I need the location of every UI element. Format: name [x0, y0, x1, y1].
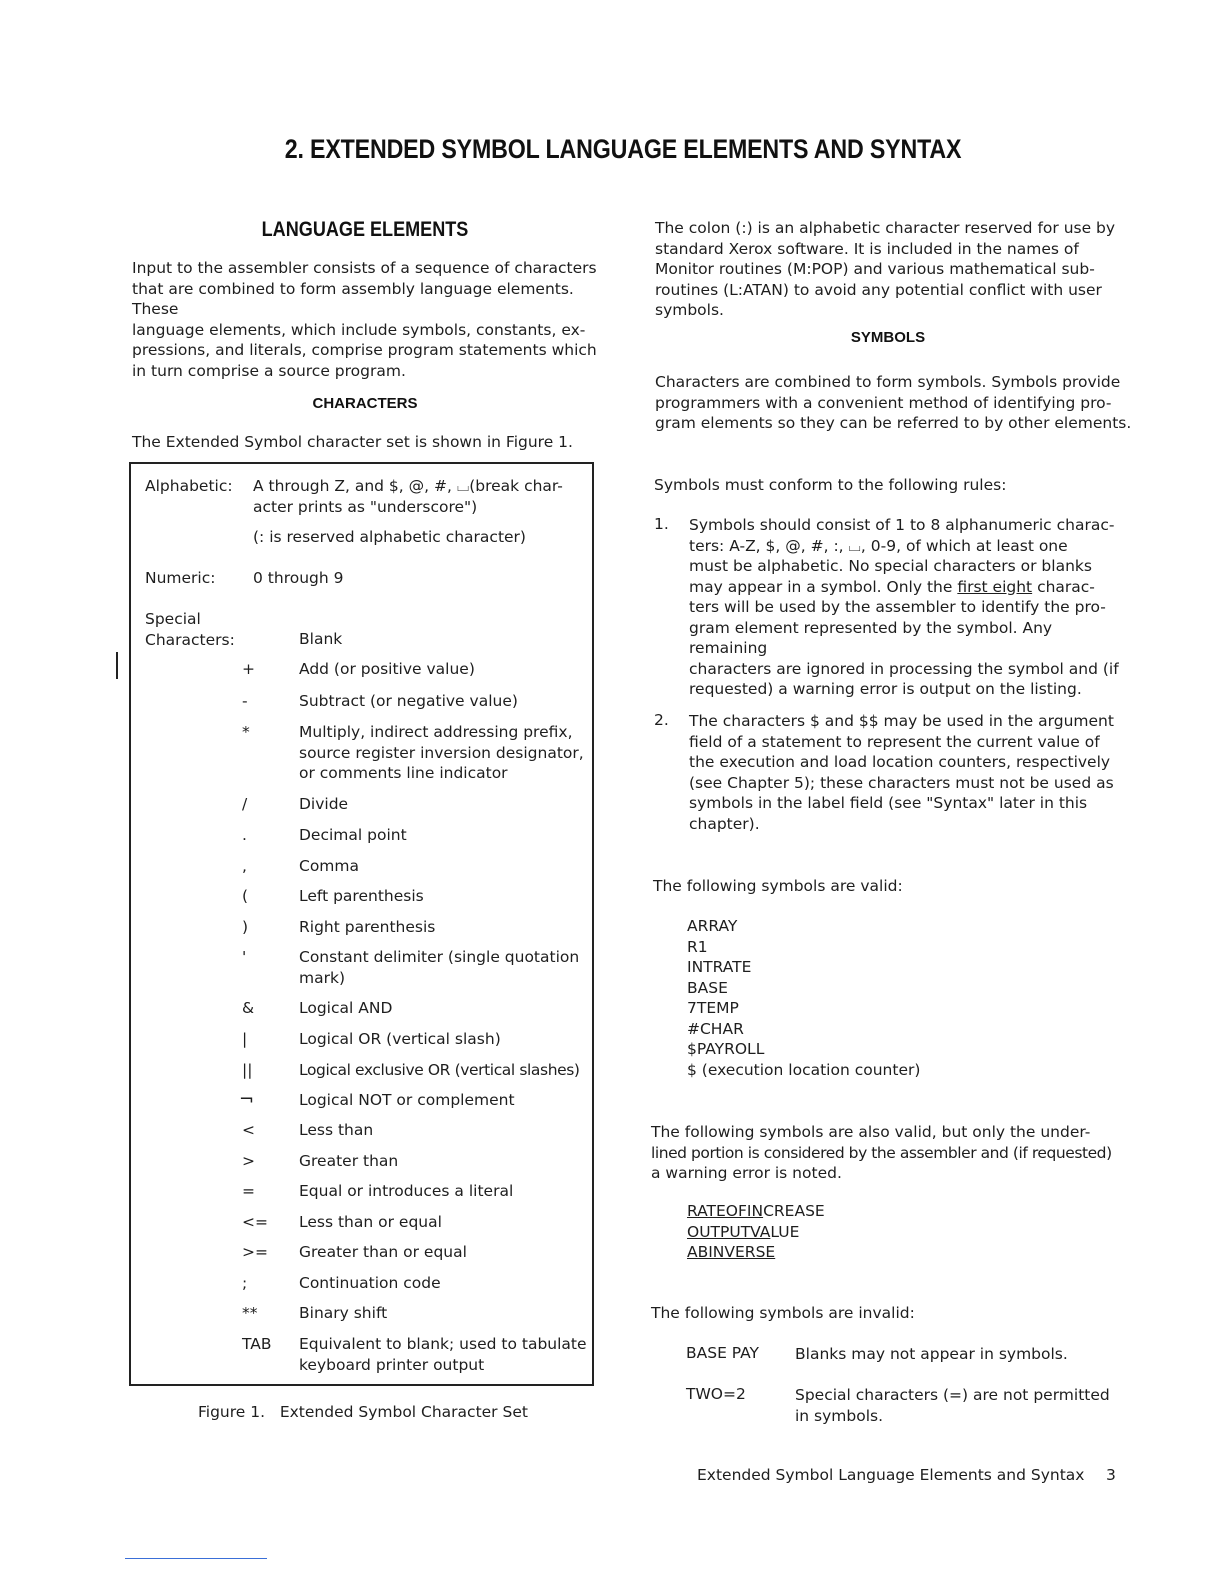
special-desc: Add (or positive value): [299, 660, 475, 678]
special-symbol: =: [242, 1182, 255, 1200]
text-line: Characters:: [145, 630, 235, 649]
list-item: ARRAY: [687, 917, 738, 935]
text-span: may appear in a symbol. Only the: [689, 577, 958, 596]
special-symbol: ||: [242, 1061, 253, 1079]
text-line: The colon (:) is an alphabetic character reserved for use by: [655, 219, 1116, 237]
underlined-text: RATEOFIN: [687, 1202, 764, 1220]
special-symbol: &: [242, 999, 255, 1017]
list-item: [687, 1222, 825, 1243]
valid-symbol-list: [687, 916, 920, 1080]
special-symbol: (: [242, 887, 249, 905]
text-line: mark): [299, 968, 345, 987]
special-desc-blank: Blank: [299, 630, 343, 648]
special-symbol: ,: [242, 857, 247, 875]
text-line: must be alphabetic. No special characters or blanks: [689, 557, 1092, 575]
special-desc: [299, 1334, 589, 1375]
symbols-heading: SYMBOLS: [850, 329, 926, 346]
text-line: that are combined to form assembly language elements. These: [132, 279, 574, 318]
text-line: routines (L:ATAN) to avoid any potential conflict with user: [655, 280, 1102, 299]
special-label: [145, 609, 235, 650]
text-line: in symbols.: [795, 1406, 884, 1425]
special-symbol: -: [242, 692, 248, 710]
special-desc: Subtract (or negative value): [299, 692, 518, 710]
special-desc: Comma: [299, 857, 360, 875]
special-desc: Left parenthesis: [299, 887, 424, 905]
rule-number: 1.: [654, 515, 669, 533]
special-desc: Greater than or equal: [299, 1243, 467, 1261]
footer-rule: [125, 1558, 267, 1559]
special-desc: Equal or introduces a literal: [299, 1182, 514, 1200]
list-item: INTRATE: [687, 958, 752, 976]
invalid-symbol: BASE PAY: [686, 1344, 760, 1362]
invalid-reason: Blanks may not appear in symbols.: [795, 1345, 1068, 1363]
list-item: [687, 1201, 825, 1222]
not-symbol: ¬: [239, 1089, 255, 1110]
alphabetic-description: [253, 476, 583, 517]
text-line: requested) a warning error is output on the listing.: [689, 680, 1082, 698]
figure-caption: Figure 1. Extended Symbol Character Set: [198, 1403, 528, 1421]
text-line: pressions, and literals, comprise program statements which: [132, 341, 597, 359]
special-desc: Less than or equal: [299, 1213, 442, 1231]
text-line: source register inversion designator,: [299, 743, 584, 762]
underlined-text: OUTPUTVA: [687, 1222, 771, 1241]
character-set-figure: [129, 462, 594, 1386]
text-line: Equivalent to blank; used to tabulate: [299, 1335, 587, 1353]
partial-valid-paragraph: [651, 1122, 1131, 1184]
text-span: CREASE: [763, 1202, 825, 1220]
text-line: field of a statement to represent the current value of: [689, 732, 1100, 751]
invalid-symbol: TWO=2: [686, 1385, 746, 1403]
rule-number: 2.: [654, 711, 669, 729]
text-line: Constant delimiter (single quotation: [299, 948, 580, 966]
alphabetic-note: (: is reserved alphabetic character): [253, 528, 526, 546]
special-symbol: +: [242, 660, 255, 678]
text-line: characters are ignored in processing the symbol and (if: [689, 659, 1119, 678]
text-line: Symbols should consist of 1 to 8 alphanumeric charac-: [689, 516, 1115, 534]
list-item: [687, 1242, 825, 1263]
text-line: Special: [145, 610, 201, 628]
text-line: keyboard printer output: [299, 1355, 485, 1374]
characters-heading: CHARACTERS: [312, 395, 418, 412]
special-desc: Divide: [299, 795, 349, 813]
text-line: ters will be used by the assembler to identify the pro-: [689, 598, 1106, 616]
invalid-reason: [795, 1385, 1115, 1426]
page-number: 3: [1106, 1466, 1116, 1484]
list-item: $PAYROLL: [687, 1040, 765, 1058]
special-symbol: >=: [242, 1243, 268, 1261]
colon-paragraph: [655, 218, 1135, 321]
special-symbol: |: [242, 1030, 248, 1048]
rules-intro: Symbols must conform to the following rules:: [654, 476, 1007, 494]
special-symbol: ': [242, 948, 247, 966]
list-item: BASE: [687, 978, 728, 997]
rule-text: [689, 711, 1129, 834]
underlined-text: ABINVERSE: [687, 1243, 776, 1261]
text-line: or comments line indicator: [299, 764, 508, 782]
text-line: The following symbols are also valid, but only the under-: [651, 1123, 1091, 1141]
text-line: a warning error is noted.: [651, 1164, 842, 1182]
text-line: Input to the assembler consists of a sequence of characters: [132, 259, 597, 277]
list-item: $ (execution location counter): [687, 1060, 921, 1079]
text-line: A through Z, and $, @, #, ⌴(break char-: [253, 477, 563, 495]
rule-text: [689, 515, 1129, 700]
chapter-title: 2. EXTENDED SYMBOL LANGUAGE ELEMENTS AND SYNTAX: [284, 134, 962, 164]
list-item: #CHAR: [687, 1019, 744, 1038]
invalid-intro: The following symbols are invalid:: [651, 1304, 915, 1322]
text-line: Characters are combined to form symbols. Symbols provide: [655, 373, 1121, 391]
text-line: ters: A-Z, $, @, #, :, ⌴, 0-9, of which at least one: [689, 536, 1068, 555]
text-span: LUE: [770, 1222, 800, 1241]
text-line: gram elements so they can be referred to by other elements.: [655, 414, 1132, 432]
special-symbol: <: [242, 1121, 255, 1139]
special-desc: Greater than: [299, 1152, 399, 1170]
text-line: The characters $ and $$ may be used in the argument: [689, 712, 1114, 730]
running-footer: Extended Symbol Language Elements and Syntax: [697, 1466, 1085, 1484]
text-line: lined portion is considered by the assembler and (if requested): [651, 1143, 1112, 1162]
special-desc: Logical OR (vertical slash): [299, 1030, 501, 1048]
list-item: R1: [687, 937, 708, 956]
symbols-paragraph: [655, 372, 1135, 434]
special-desc: Logical NOT or complement: [299, 1091, 515, 1109]
text-line: chapter).: [689, 814, 760, 833]
special-desc: Binary shift: [299, 1304, 388, 1322]
numeric-value: 0 through 9: [253, 569, 344, 587]
text-line: symbols.: [655, 301, 724, 319]
figure-intro: The Extended Symbol character set is shown in Figure 1.: [132, 433, 573, 451]
text-line: gram element represented by the symbol. Any remaining: [689, 618, 1053, 657]
text-line: [689, 577, 1129, 598]
special-symbol: .: [242, 826, 247, 844]
text-line: (see Chapter 5); these characters must not be used as: [689, 773, 1114, 792]
text-line: symbols in the label field (see "Syntax" later in this: [689, 794, 1088, 812]
text-line: acter prints as "underscore"): [253, 497, 478, 516]
text-line: the execution and load location counters, respectively: [689, 753, 1111, 771]
special-symbol: **: [242, 1304, 258, 1322]
valid-intro: The following symbols are valid:: [653, 877, 903, 895]
special-desc: Logical exclusive OR (vertical slashes): [299, 1061, 580, 1079]
text-line: Monitor routines (M:POP) and various mathematical sub-: [655, 260, 1095, 278]
partial-symbol-list: [687, 1201, 825, 1263]
special-desc: [299, 722, 589, 784]
special-desc: Right parenthesis: [299, 918, 436, 936]
list-item: 7TEMP: [687, 999, 739, 1017]
special-symbol: /: [242, 795, 248, 813]
text-span: charac-: [1032, 577, 1095, 596]
special-symbol: TAB: [242, 1335, 272, 1353]
special-desc: [299, 947, 589, 988]
special-symbol: <=: [242, 1213, 268, 1231]
change-bar: [116, 652, 118, 679]
special-symbol: >: [242, 1152, 255, 1170]
numeric-label: Numeric:: [145, 569, 216, 587]
special-desc: Logical AND: [299, 999, 393, 1017]
special-desc: Decimal point: [299, 826, 407, 844]
special-desc: Continuation code: [299, 1274, 441, 1292]
special-desc: Less than: [299, 1121, 374, 1139]
special-symbol: ;: [242, 1274, 248, 1292]
text-line: standard Xerox software. It is included in the names of: [655, 239, 1079, 258]
special-symbol: *: [242, 723, 250, 741]
text-line: Multiply, indirect addressing prefix,: [299, 723, 573, 741]
underlined-text: first eight: [957, 577, 1033, 596]
special-symbol: ): [242, 918, 249, 936]
section-heading: LANGUAGE ELEMENTS: [261, 218, 469, 241]
text-line: Special characters (=) are not permitted: [795, 1386, 1110, 1404]
text-line: programmers with a convenient method of identifying pro-: [655, 393, 1112, 412]
text-line: in turn comprise a source program.: [132, 361, 406, 380]
text-line: language elements, which include symbols, constants, ex-: [132, 320, 586, 339]
alphabetic-label: Alphabetic:: [145, 477, 233, 495]
intro-paragraph: [132, 258, 602, 381]
